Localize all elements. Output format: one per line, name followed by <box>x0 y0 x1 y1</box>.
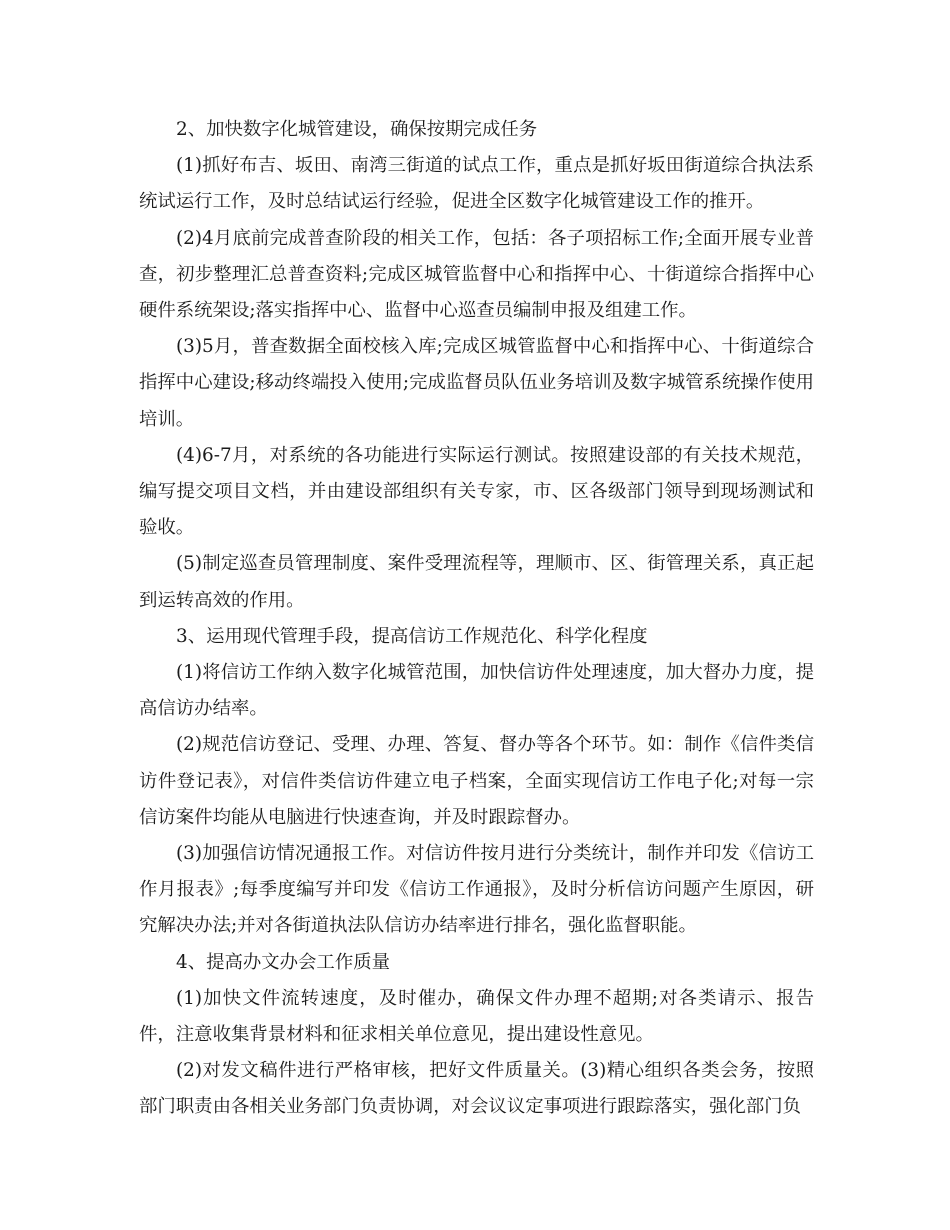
paragraph: (4)6-7月，对系统的各功能进行实际运行测试。按照建设部的有关技术规范，编写提交项目文档，并由建设部组织有关专家，市、区各级部门领导到现场测试和验收。 <box>139 444 814 539</box>
paragraph: (2)4月底前完成普查阶段的相关工作，包括：各子项招标工作;全面开展专业普查，初步整理汇总普查资料;完成区城管监督中心和指挥中心、十街道综合指挥中心硬件系统架设;落实指挥中心、监督中心巡查员编制申报及组建工作。 <box>139 227 814 322</box>
paragraph: (2)规范信访登记、受理、办理、答复、督办等各个环节。如：制作《信件类信访件登记表》，对信件类信访件建立电子档案，全面实现信访工作电子化;对每一宗信访案件均能从电脑进行快速查询，并及时跟踪督办。 <box>139 734 814 828</box>
section-heading-4: 4、提高办文办会工作质量 <box>176 951 390 973</box>
section-heading-3: 3、运用现代管理手段，提高信访工作规范化、科学化程度 <box>176 625 648 647</box>
paragraph: (3)5月，普查数据全面校核入库;完成区城管监督中心和指挥中心、十街道综合指挥中心建设;移动终端投入使用;完成监督员队伍业务培训及数字城管系统操作使用培训。 <box>139 336 814 430</box>
paragraph: (3)加强信访情况通报工作。对信访件按月进行分类统计，制作并印发《信访工作月报表》;每季度编写并印发《信访工作通报》，及时分析信访问题产生原因，研究解决办法;并对各街道执法队信访办结率进行排名，强化监督职能。 <box>139 843 814 937</box>
paragraph: (1)将信访工作纳入数字化城管范围，加快信访件处理速度，加大督办力度，提高信访办结率。 <box>139 662 814 720</box>
paragraph: (1)抓好布吉、坂田、南湾三街道的试点工作，重点是抓好坂田街道综合执法系统试运行工作，及时总结试运行经验，促进全区数字化城管建设工作的推开。 <box>139 155 814 213</box>
paragraph: (5)制定巡查员管理制度、案件受理流程等，理顺市、区、街管理关系，真正起到运转高效的作用。 <box>139 553 814 611</box>
paragraph: (2)对发文稿件进行严格审核，把好文件质量关。(3)精心组织各类会务，按照部门职责由各相关业务部门负责协调，对会议议定事项进行跟踪落实，强化部门负 <box>139 1060 814 1118</box>
document-body <box>139 112 814 1126</box>
paragraph: (1)加快文件流转速度，及时催办，确保文件办理不超期;对各类请示、报告件，注意收集背景材料和征求相关单位意见，提出建设性意见。 <box>139 987 814 1046</box>
section-heading-2: 2、加快数字化城管建设，确保按期完成任务 <box>176 119 538 140</box>
